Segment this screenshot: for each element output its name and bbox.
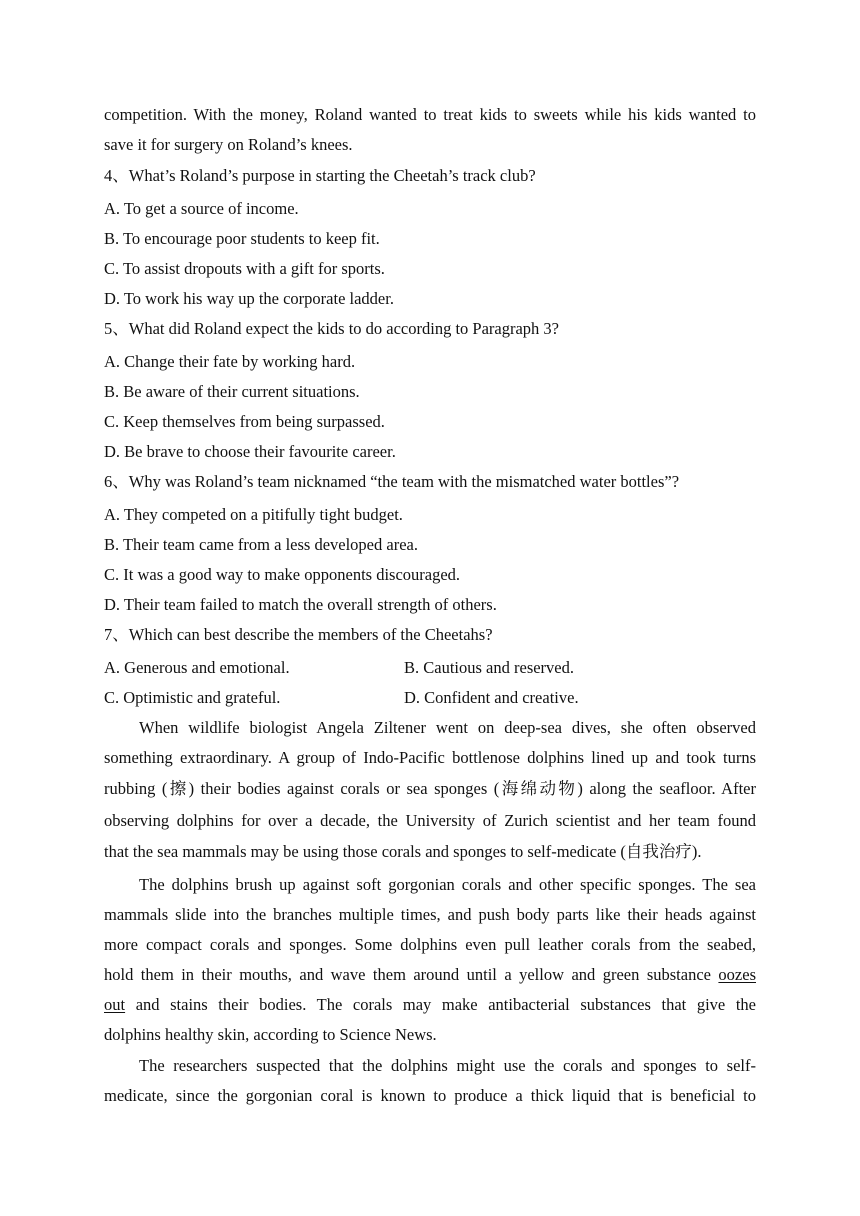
question-stem: 4、What’s Roland’s purpose in starting the Cheetah’s track club?: [104, 166, 536, 185]
text-line: more compact corals and sponges. Some dolphins even pull leather corals from the seabed,: [104, 935, 756, 954]
option-a: A. Generous and emotional.: [104, 658, 290, 677]
text-line: dolphins healthy skin, according to Science News.: [104, 1025, 437, 1044]
option-b: B. Their team came from a less developed area.: [104, 535, 418, 554]
text-line-with-underline: [104, 990, 756, 1020]
text-line: mammals slide into the branches multiple times, and push body parts like their heads against: [104, 905, 756, 924]
text-line-with-underline: [104, 960, 756, 990]
text-line: save it for surgery on Roland’s knees.: [104, 135, 353, 154]
passage-paragraph-3: [104, 1051, 756, 1111]
question-stem: 7、Which can best describe the members of the Cheetahs?: [104, 625, 493, 644]
option-c: C. Optimistic and grateful.: [104, 688, 281, 707]
text-line: The researchers suspected that the dolphins might use the corals and sponges to self-: [139, 1056, 756, 1075]
text-line: that the sea mammals may be using those corals and sponges to self-medicate (自我治疗).: [104, 842, 702, 861]
option-b: B. To encourage poor students to keep fit.: [104, 229, 380, 248]
option-d: D. Be brave to choose their favourite career.: [104, 442, 396, 461]
text-line: something extraordinary. A group of Indo-Pacific bottlenose dolphins lined up and took turns: [104, 748, 756, 767]
passage-paragraph-1: [104, 713, 756, 867]
text-line: The dolphins brush up against soft gorgonian corals and other specific sponges. The sea: [139, 875, 756, 894]
option-b: B. Be aware of their current situations.: [104, 382, 360, 401]
text-segment: hold them in their mouths, and wave them around until a yellow and green substance: [104, 965, 711, 984]
question-5: [104, 314, 756, 467]
question-stem: 5、What did Roland expect the kids to do according to Paragraph 3?: [104, 319, 559, 338]
option-b: B. Cautious and reserved.: [404, 658, 575, 677]
question-7: [104, 620, 756, 713]
question-6: [104, 467, 756, 620]
option-a: A. To get a source of income.: [104, 199, 299, 218]
option-c: C. Keep themselves from being surpassed.: [104, 412, 385, 431]
passage-paragraph-2: [104, 870, 756, 1050]
question-stem: 6、Why was Roland’s team nicknamed “the team with the mismatched water bottles”?: [104, 472, 680, 491]
option-row: [104, 653, 756, 683]
text-line: When wildlife biologist Angela Ziltener went on deep-sea dives, she often observed: [139, 718, 756, 737]
option-a: A. Change their fate by working hard.: [104, 352, 356, 371]
option-d: D. Confident and creative.: [404, 688, 579, 707]
text-line: medicate, since the gorgonian coral is known to produce a thick liquid that is beneficial to: [104, 1086, 756, 1105]
option-c: C. To assist dropouts with a gift for sports.: [104, 259, 385, 278]
option-a: A. They competed on a pitifully tight budget.: [104, 505, 403, 524]
option-d: D. To work his way up the corporate ladder.: [104, 289, 394, 308]
question-4: [104, 161, 756, 314]
text-line: rubbing (擦) their bodies against corals or sea sponges (海绵动物) along the seafloor. After: [104, 779, 756, 798]
option-c: C. It was a good way to make opponents discouraged.: [104, 565, 461, 584]
option-d: D. Their team failed to match the overall strength of others.: [104, 595, 497, 614]
intro-paragraph: [104, 100, 756, 160]
text-line: competition. With the money, Roland wanted to treat kids to sweets while his kids wanted to: [104, 105, 756, 124]
option-row: [104, 683, 756, 713]
underlined-phrase: out: [104, 995, 126, 1014]
underlined-phrase: oozes: [718, 965, 756, 984]
text-line: observing dolphins for over a decade, the University of Zurich scientist and her team found: [104, 811, 756, 830]
text-segment: and stains their bodies. The corals may make antibacterial substances that give the: [135, 995, 757, 1014]
